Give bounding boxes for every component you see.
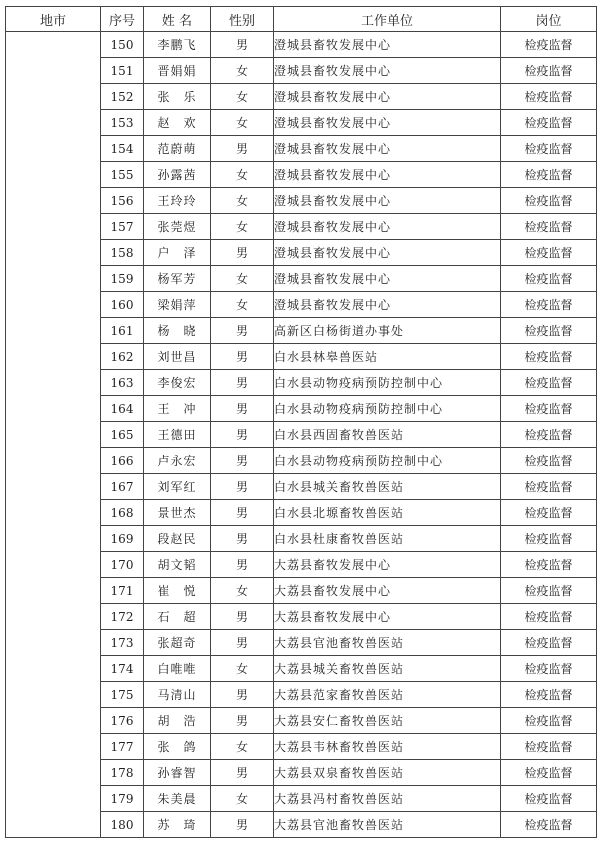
name-cell: 王 冲 — [144, 396, 211, 422]
name-cell: 崔 悦 — [144, 578, 211, 604]
table-header-row — [6, 7, 597, 32]
unit-cell: 白水县北塬畜牧兽医站 — [274, 500, 501, 526]
sex-cell: 女 — [211, 188, 274, 214]
name-cell: 段赵民 — [144, 526, 211, 552]
unit-cell: 白水县西固畜牧兽医站 — [274, 422, 501, 448]
name-cell: 孙露茜 — [144, 162, 211, 188]
seq-cell: 178 — [101, 760, 144, 786]
unit-cell: 白水县动物疫病预防控制中心 — [274, 370, 501, 396]
name-cell: 苏 琦 — [144, 812, 211, 838]
name-cell: 张 鸽 — [144, 734, 211, 760]
sex-cell: 男 — [211, 630, 274, 656]
sex-cell: 男 — [211, 136, 274, 162]
table-row — [6, 32, 597, 58]
post-cell: 检疫监督 — [501, 760, 597, 786]
header-sex: 性别 — [211, 7, 274, 32]
seq-cell: 159 — [101, 266, 144, 292]
unit-cell: 澄城县畜牧发展中心 — [274, 136, 501, 162]
post-cell: 检疫监督 — [501, 110, 597, 136]
post-cell: 检疫监督 — [501, 162, 597, 188]
header-unit: 工作单位 — [274, 7, 501, 32]
name-cell: 杨军芳 — [144, 266, 211, 292]
unit-cell: 大荔县畜牧发展中心 — [274, 604, 501, 630]
name-cell: 胡 浩 — [144, 708, 211, 734]
sex-cell: 女 — [211, 110, 274, 136]
name-cell: 李鹏飞 — [144, 32, 211, 58]
name-cell: 白唯唯 — [144, 656, 211, 682]
post-cell: 检疫监督 — [501, 656, 597, 682]
post-cell: 检疫监督 — [501, 136, 597, 162]
post-cell: 检疫监督 — [501, 240, 597, 266]
seq-cell: 153 — [101, 110, 144, 136]
seq-cell: 165 — [101, 422, 144, 448]
unit-cell: 澄城县畜牧发展中心 — [274, 188, 501, 214]
sex-cell: 男 — [211, 32, 274, 58]
name-cell: 石 超 — [144, 604, 211, 630]
sex-cell: 女 — [211, 734, 274, 760]
header-seq: 序号 — [101, 7, 144, 32]
sex-cell: 男 — [211, 552, 274, 578]
unit-cell: 澄城县畜牧发展中心 — [274, 292, 501, 318]
name-cell: 李俊宏 — [144, 370, 211, 396]
sex-cell: 男 — [211, 708, 274, 734]
seq-cell: 180 — [101, 812, 144, 838]
seq-cell: 168 — [101, 500, 144, 526]
unit-cell: 大荔县安仁畜牧兽医站 — [274, 708, 501, 734]
sex-cell: 男 — [211, 370, 274, 396]
seq-cell: 171 — [101, 578, 144, 604]
post-cell: 检疫监督 — [501, 188, 597, 214]
unit-cell: 澄城县畜牧发展中心 — [274, 58, 501, 84]
sex-cell: 女 — [211, 292, 274, 318]
sex-cell: 女 — [211, 162, 274, 188]
unit-cell: 大荔县官池畜牧兽医站 — [274, 812, 501, 838]
unit-cell: 大荔县冯村畜牧兽医站 — [274, 786, 501, 812]
seq-cell: 174 — [101, 656, 144, 682]
sex-cell: 女 — [211, 266, 274, 292]
sex-cell: 女 — [211, 578, 274, 604]
seq-cell: 167 — [101, 474, 144, 500]
post-cell: 检疫监督 — [501, 474, 597, 500]
unit-cell: 大荔县双泉畜牧兽医站 — [274, 760, 501, 786]
sex-cell: 男 — [211, 604, 274, 630]
post-cell: 检疫监督 — [501, 370, 597, 396]
unit-cell: 大荔县韦林畜牧兽医站 — [274, 734, 501, 760]
seq-cell: 160 — [101, 292, 144, 318]
seq-cell: 166 — [101, 448, 144, 474]
name-cell: 刘世昌 — [144, 344, 211, 370]
post-cell: 检疫监督 — [501, 318, 597, 344]
name-cell: 马清山 — [144, 682, 211, 708]
sex-cell: 男 — [211, 682, 274, 708]
name-cell: 张 乐 — [144, 84, 211, 110]
unit-cell: 大荔县范家畜牧兽医站 — [274, 682, 501, 708]
unit-cell: 澄城县畜牧发展中心 — [274, 214, 501, 240]
header-name: 姓 名 — [144, 7, 211, 32]
seq-cell: 154 — [101, 136, 144, 162]
sex-cell: 男 — [211, 344, 274, 370]
post-cell: 检疫监督 — [501, 448, 597, 474]
post-cell: 检疫监督 — [501, 266, 597, 292]
name-cell: 朱美晨 — [144, 786, 211, 812]
name-cell: 梁娟萍 — [144, 292, 211, 318]
seq-cell: 169 — [101, 526, 144, 552]
unit-cell: 澄城县畜牧发展中心 — [274, 32, 501, 58]
sex-cell: 男 — [211, 240, 274, 266]
post-cell: 检疫监督 — [501, 604, 597, 630]
unit-cell: 高新区白杨街道办事处 — [274, 318, 501, 344]
name-cell: 张莞煜 — [144, 214, 211, 240]
unit-cell: 澄城县畜牧发展中心 — [274, 110, 501, 136]
seq-cell: 162 — [101, 344, 144, 370]
table-body — [6, 32, 597, 838]
post-cell: 检疫监督 — [501, 734, 597, 760]
sex-cell: 女 — [211, 786, 274, 812]
seq-cell: 177 — [101, 734, 144, 760]
unit-cell: 澄城县畜牧发展中心 — [274, 162, 501, 188]
sex-cell: 男 — [211, 526, 274, 552]
seq-cell: 150 — [101, 32, 144, 58]
city-cell — [6, 32, 101, 838]
sex-cell: 男 — [211, 500, 274, 526]
name-cell: 户 泽 — [144, 240, 211, 266]
post-cell: 检疫监督 — [501, 682, 597, 708]
seq-cell: 161 — [101, 318, 144, 344]
seq-cell: 157 — [101, 214, 144, 240]
name-cell: 张超奇 — [144, 630, 211, 656]
post-cell: 检疫监督 — [501, 32, 597, 58]
post-cell: 检疫监督 — [501, 786, 597, 812]
name-cell: 孙睿智 — [144, 760, 211, 786]
name-cell: 杨 晓 — [144, 318, 211, 344]
unit-cell: 大荔县官池畜牧兽医站 — [274, 630, 501, 656]
post-cell: 检疫监督 — [501, 422, 597, 448]
name-cell: 王德田 — [144, 422, 211, 448]
name-cell: 王玲玲 — [144, 188, 211, 214]
seq-cell: 176 — [101, 708, 144, 734]
post-cell: 检疫监督 — [501, 84, 597, 110]
unit-cell: 澄城县畜牧发展中心 — [274, 266, 501, 292]
post-cell: 检疫监督 — [501, 500, 597, 526]
unit-cell: 澄城县畜牧发展中心 — [274, 84, 501, 110]
sex-cell: 女 — [211, 656, 274, 682]
name-cell: 晋娟娟 — [144, 58, 211, 84]
sex-cell: 女 — [211, 214, 274, 240]
sex-cell: 男 — [211, 396, 274, 422]
header-post: 岗位 — [501, 7, 597, 32]
seq-cell: 173 — [101, 630, 144, 656]
seq-cell: 151 — [101, 58, 144, 84]
unit-cell: 大荔县城关畜牧兽医站 — [274, 656, 501, 682]
post-cell: 检疫监督 — [501, 812, 597, 838]
name-cell: 卢永宏 — [144, 448, 211, 474]
name-cell: 景世杰 — [144, 500, 211, 526]
post-cell: 检疫监督 — [501, 214, 597, 240]
post-cell: 检疫监督 — [501, 552, 597, 578]
seq-cell: 170 — [101, 552, 144, 578]
unit-cell: 大荔县畜牧发展中心 — [274, 552, 501, 578]
seq-cell: 152 — [101, 84, 144, 110]
post-cell: 检疫监督 — [501, 526, 597, 552]
post-cell: 检疫监督 — [501, 58, 597, 84]
header-city: 地市 — [6, 7, 101, 32]
sex-cell: 男 — [211, 474, 274, 500]
name-cell: 范蔚萌 — [144, 136, 211, 162]
seq-cell: 179 — [101, 786, 144, 812]
post-cell: 检疫监督 — [501, 396, 597, 422]
post-cell: 检疫监督 — [501, 630, 597, 656]
seq-cell: 155 — [101, 162, 144, 188]
unit-cell: 白水县林皋兽医站 — [274, 344, 501, 370]
post-cell: 检疫监督 — [501, 292, 597, 318]
seq-cell: 175 — [101, 682, 144, 708]
seq-cell: 158 — [101, 240, 144, 266]
sex-cell: 男 — [211, 760, 274, 786]
name-cell: 刘军红 — [144, 474, 211, 500]
unit-cell: 白水县城关畜牧兽医站 — [274, 474, 501, 500]
post-cell: 检疫监督 — [501, 344, 597, 370]
unit-cell: 白水县动物疫病预防控制中心 — [274, 396, 501, 422]
sex-cell: 男 — [211, 422, 274, 448]
seq-cell: 164 — [101, 396, 144, 422]
unit-cell: 澄城县畜牧发展中心 — [274, 240, 501, 266]
post-cell: 检疫监督 — [501, 578, 597, 604]
sex-cell: 男 — [211, 448, 274, 474]
seq-cell: 172 — [101, 604, 144, 630]
post-cell: 检疫监督 — [501, 708, 597, 734]
sex-cell: 男 — [211, 812, 274, 838]
seq-cell: 163 — [101, 370, 144, 396]
sex-cell: 男 — [211, 318, 274, 344]
seq-cell: 156 — [101, 188, 144, 214]
sex-cell: 女 — [211, 84, 274, 110]
sex-cell: 女 — [211, 58, 274, 84]
unit-cell: 大荔县畜牧发展中心 — [274, 578, 501, 604]
unit-cell: 白水县动物疫病预防控制中心 — [274, 448, 501, 474]
unit-cell: 白水县杜康畜牧兽医站 — [274, 526, 501, 552]
name-cell: 胡文韬 — [144, 552, 211, 578]
personnel-table — [5, 6, 597, 838]
name-cell: 赵 欢 — [144, 110, 211, 136]
